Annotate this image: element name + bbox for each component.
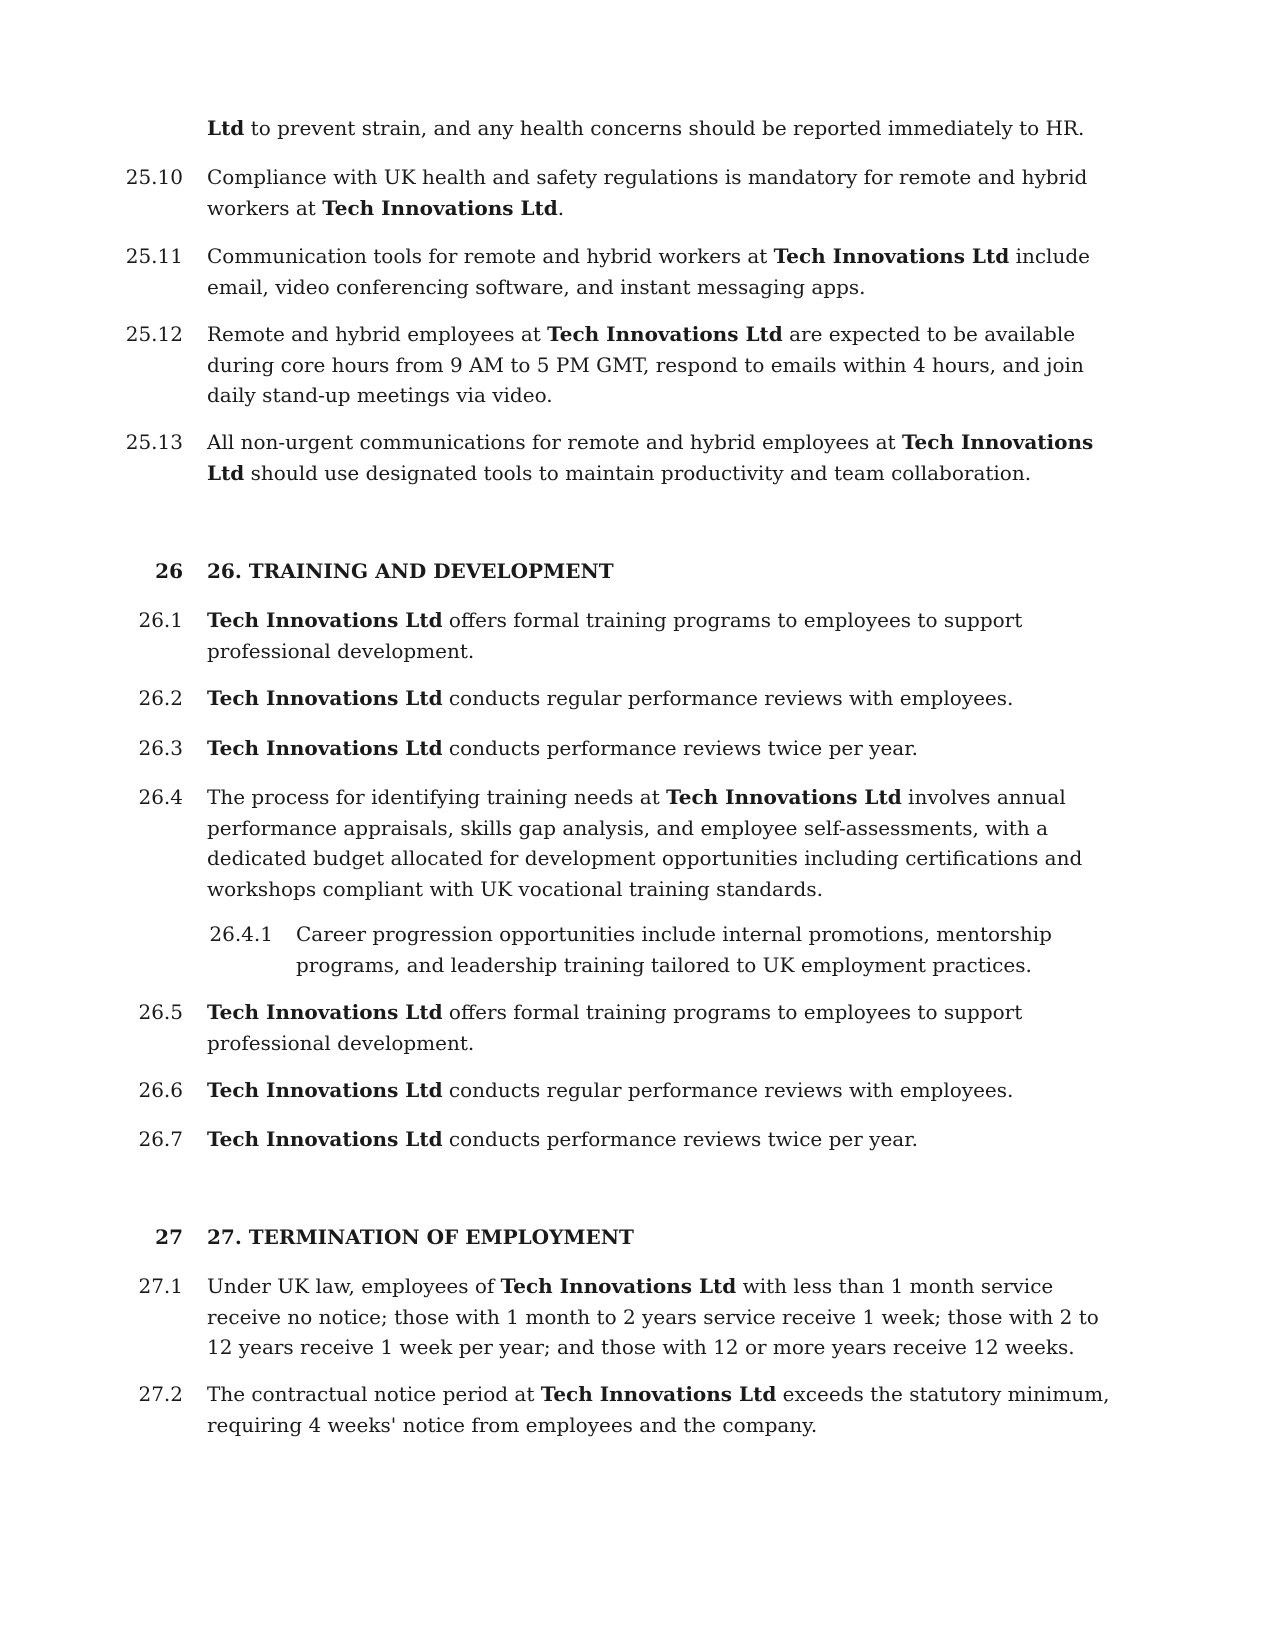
text: Career progression opportunities include internal promotions, mentorship programs, and leadership training tailored to UK employment practices. (296, 922, 1052, 977)
paragraph-body (207, 1271, 1127, 1363)
paragraph-body (207, 1124, 1127, 1155)
paragraph-number: 26.6 (138, 1078, 183, 1102)
text: are expected to be available during core hours from 9 AM to 5 PM GMT, respond to emails within 4 hours, and join daily stand-up meetings via video. (207, 322, 1084, 407)
paragraph-number: 26.4 (138, 785, 183, 809)
company-name: Tech Innovations Ltd (207, 1000, 443, 1024)
text: include email, video conferencing software, and instant messaging apps. (207, 244, 1090, 299)
company-name: Tech Innovations Ltd (207, 430, 1094, 485)
paragraph-body (207, 733, 1127, 764)
paragraph-number: 27.1 (138, 1274, 183, 1298)
paragraph-number: 25.12 (125, 322, 183, 346)
company-name: Tech Innovations Ltd (207, 608, 443, 632)
text: Under UK law, employees of (207, 1274, 501, 1298)
paragraph-body (207, 427, 1127, 488)
paragraph-number: 25.13 (125, 430, 183, 454)
paragraph-body (207, 113, 1127, 144)
text: All non-urgent communications for remote and hybrid employees at (207, 430, 902, 454)
text: conducts regular performance reviews with employees. (442, 1078, 1014, 1102)
paragraph-body (207, 241, 1127, 302)
text: to prevent strain, and any health concerns should be reported immediately to HR. (244, 116, 1085, 140)
paragraph-number: 26.5 (138, 1000, 183, 1024)
paragraph-number: 25.11 (125, 244, 183, 268)
text: should use designated tools to maintain productivity and team collaboration. (244, 460, 1032, 485)
bold-text: Ltd (207, 116, 245, 140)
company-name: Tech Innovations Ltd (207, 686, 443, 710)
text: Communication tools for remote and hybrid workers at (207, 244, 774, 268)
paragraph-body (207, 162, 1127, 223)
text: Compliance with UK health and safety regulations is mandatory for remote and hybrid workers at (207, 165, 1088, 220)
section-title: 26. TRAINING AND DEVELOPMENT (207, 559, 614, 583)
paragraph-body (296, 919, 1056, 980)
paragraph-number: 26.1 (138, 608, 183, 632)
company-name: Tech Innovations Ltd (322, 195, 558, 220)
company-name: Tech Innovations Ltd (773, 244, 1010, 268)
paragraph-body (207, 319, 1127, 411)
paragraph-body (207, 605, 1127, 666)
paragraph-body (207, 1379, 1127, 1440)
company-name: Tech Innovations Ltd (500, 1274, 737, 1298)
paragraph-number: 27.2 (138, 1382, 183, 1406)
text: conducts regular performance reviews with employees. (442, 686, 1014, 710)
paragraph-number: 25.10 (125, 165, 183, 189)
section-title: 27. TERMINATION OF EMPLOYMENT (207, 1225, 634, 1249)
paragraph-number: 26.3 (138, 736, 183, 760)
text: The process for identifying training needs at (207, 785, 667, 809)
text: Remote and hybrid employees at (207, 322, 548, 346)
text: . (557, 195, 565, 220)
paragraph-number: 26.2 (138, 686, 183, 710)
text: with less than 1 month service receive no notice; those with 1 month to 2 years service receive 1 week; those with 2 to 12 years receive 1 week per year; and those with 12 or more years receive 12 weeks. (207, 1274, 1099, 1359)
section-number: 27 (155, 1225, 183, 1249)
paragraph-body (207, 683, 1127, 714)
paragraph-body (207, 1075, 1127, 1106)
paragraph-number: 26.7 (138, 1127, 183, 1151)
text: involves annual performance appraisals, skills gap analysis, and employee self-assessments, with a dedicated budget allocated for development opportunities including certifications and workshops compliant with UK vocational training standards. (207, 785, 1083, 901)
company-name: Tech Innovations Ltd (207, 736, 443, 760)
paragraph-body (207, 997, 1127, 1058)
text: exceeds the statutory minimum, requiring 4 weeks' notice from employees and the company. (207, 1382, 1110, 1437)
company-name: Tech Innovations Ltd (207, 1078, 443, 1102)
text: conducts performance reviews twice per year. (442, 736, 918, 760)
text: offers formal training programs to employees to support professional development. (207, 608, 1023, 663)
company-name: Tech Innovations Ltd (547, 322, 783, 346)
company-name: Tech Innovations Ltd (540, 1382, 777, 1406)
company-name: Tech Innovations Ltd (207, 1127, 443, 1151)
paragraph-body (207, 782, 1127, 904)
text: offers formal training programs to employees to support professional development. (207, 1000, 1023, 1055)
text: The contractual notice period at (207, 1382, 541, 1406)
paragraph-number: 26.4.1 (209, 922, 273, 946)
company-name: Tech Innovations Ltd (666, 785, 902, 809)
section-number: 26 (155, 559, 183, 583)
text: conducts performance reviews twice per year. (442, 1127, 918, 1151)
